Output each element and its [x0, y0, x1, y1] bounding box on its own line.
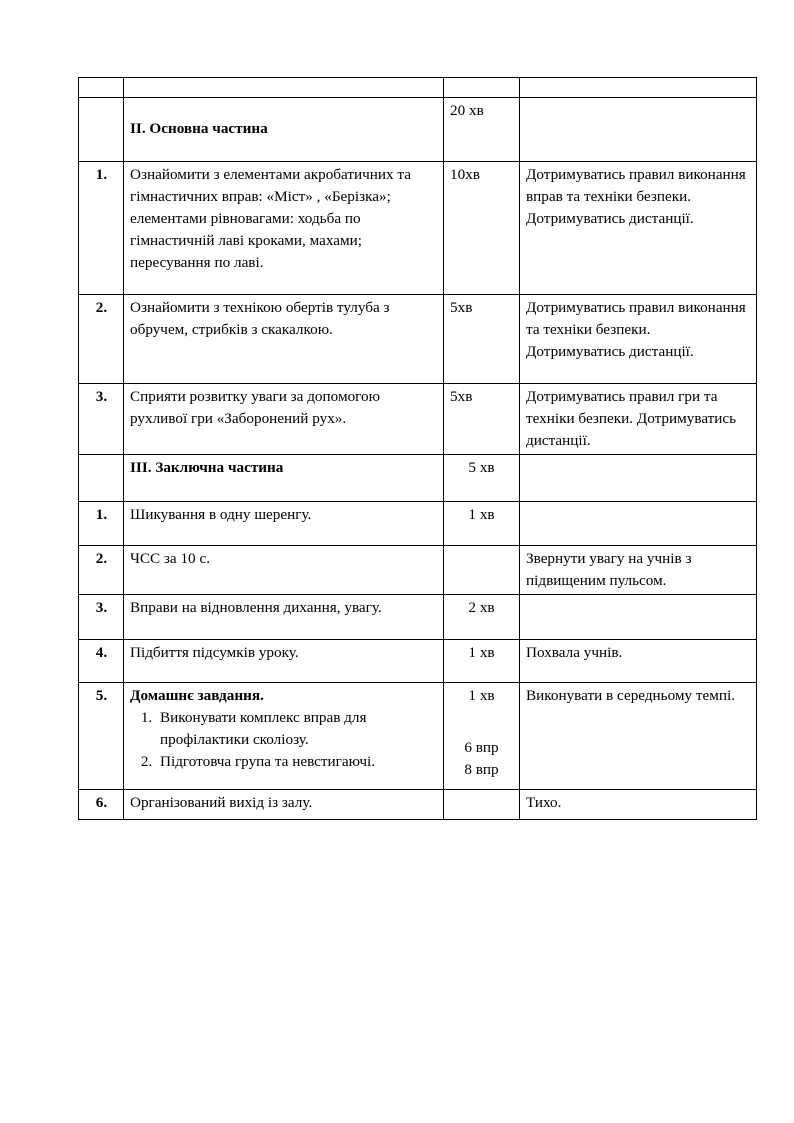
row-content-cell: Ознайомити з технікою обертів тулуба з обручем, стрибків з скакалкою. [124, 295, 444, 384]
row-number-cell: 3. [79, 595, 124, 640]
row-number-cell [79, 455, 124, 502]
table-row [79, 162, 757, 295]
row-duration-cell: 5хв [444, 295, 520, 384]
row-notes-cell [520, 78, 757, 98]
lesson-plan-table [78, 77, 757, 820]
row-notes-cell: Виконувати в середньому темпі. [520, 683, 757, 790]
row-notes-cell: Звернути увагу на учнів з підвищеним пульсом. [520, 546, 757, 595]
row-notes-cell [520, 455, 757, 502]
row-duration-cell [444, 546, 520, 595]
row-number-cell: 5. [79, 683, 124, 790]
homework-list [130, 707, 438, 773]
row-number-cell: 3. [79, 384, 124, 455]
table-row [79, 78, 757, 98]
row-content-cell [124, 78, 444, 98]
row-duration-cell [444, 790, 520, 820]
duration-extra-1: 6 впр [464, 739, 499, 757]
row-content-cell [124, 98, 444, 162]
table-row [79, 640, 757, 683]
row-notes-cell [520, 595, 757, 640]
row-number-cell: 6. [79, 790, 124, 820]
row-content-cell: Вправи на відновлення дихання, увагу. [124, 595, 444, 640]
row-duration-cell: 2 хв [444, 595, 520, 640]
row-content-cell: Підбиття підсумків уроку. [124, 640, 444, 683]
homework-title: Домашнє завдання. [130, 687, 264, 705]
row-content-cell [124, 455, 444, 502]
row-duration-cell [444, 78, 520, 98]
row-notes-cell: Дотримуватись правил виконання та техніки безпеки. Дотримуватись дистанції. [520, 295, 757, 384]
row-number-cell: 2. [79, 546, 124, 595]
table-row [79, 384, 757, 455]
section-heading: II. Основна частина [130, 120, 268, 137]
row-notes-cell [520, 98, 757, 162]
table-row [79, 546, 757, 595]
section-heading: III. Заключна частина [130, 459, 284, 477]
row-notes-cell: Тихо. [520, 790, 757, 820]
row-notes-cell [520, 502, 757, 546]
row-content-cell: ЧСС за 10 с. [124, 546, 444, 595]
row-content-cell: Організований вихід із залу. [124, 790, 444, 820]
duration-spacer-small [449, 728, 514, 737]
table-row [79, 595, 757, 640]
row-duration-cell: 5 хв [444, 455, 520, 502]
table-row [79, 98, 757, 162]
duration-spacer [449, 707, 514, 728]
row-number-cell: 1. [79, 502, 124, 546]
row-number-cell: 2. [79, 295, 124, 384]
row-number-cell: 1. [79, 162, 124, 295]
table-row [79, 790, 757, 820]
table-row [79, 455, 757, 502]
row-duration-cell: 1 хв [444, 502, 520, 546]
row-duration-cell [444, 683, 520, 790]
row-number-cell [79, 78, 124, 98]
row-notes-cell: Дотримуватись правил гри та техніки безпеки. Дотримуватись дистанції. [520, 384, 757, 455]
row-number-cell [79, 98, 124, 162]
row-duration-cell: 20 хв [444, 98, 520, 162]
list-item: 1. Виконувати комплекс вправ для профілактики сколіозу. [156, 707, 438, 751]
row-notes-cell: Дотримуватись правил виконання вправ та техніки безпеки. Дотримуватись дистанції. [520, 162, 757, 295]
duration-main: 1 хв [468, 687, 495, 705]
row-number-cell: 4. [79, 640, 124, 683]
row-duration-cell: 5хв [444, 384, 520, 455]
row-content-cell: Сприяти розвитку уваги за допомогою рухливої гри «Заборонений рух». [124, 384, 444, 455]
row-content-cell: Ознайомити з елементами акробатичних та гімнастичних вправ: «Міст» , «Берізка»; елементами рівновагами: ходьба по гімнастичній лаві кроками, махами; пересування по лаві. [124, 162, 444, 295]
table-row [79, 502, 757, 546]
duration-extra-2: 8 впр [464, 761, 499, 779]
table-row [79, 295, 757, 384]
table-row [79, 683, 757, 790]
row-notes-cell: Похвала учнів. [520, 640, 757, 683]
row-duration-cell: 1 хв [444, 640, 520, 683]
row-content-cell: Шикування в одну шеренгу. [124, 502, 444, 546]
list-item: 2. Підготовча група та невстигаючі. [156, 751, 438, 773]
row-duration-cell: 10хв [444, 162, 520, 295]
row-content-cell [124, 683, 444, 790]
